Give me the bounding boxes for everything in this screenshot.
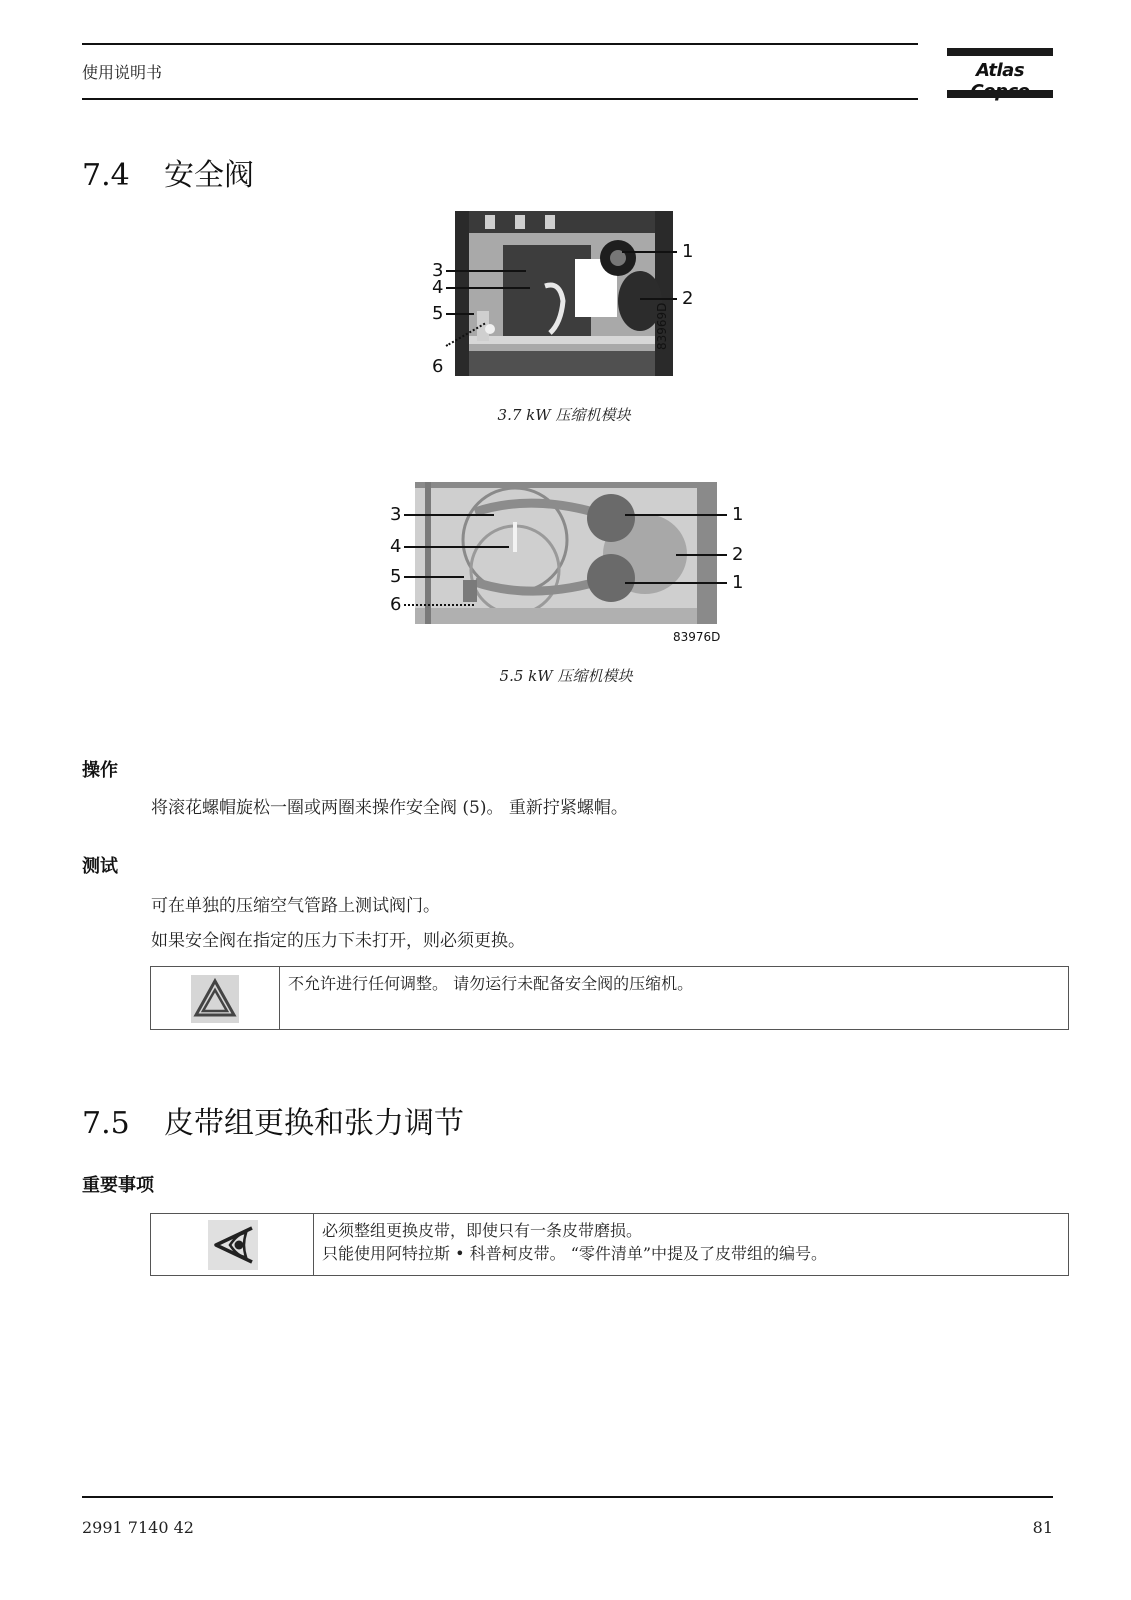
leader-4: [446, 287, 530, 289]
footer-rule: [82, 1496, 1053, 1498]
important-text-line-1: 必须整组更换皮带，即使只有一条皮带磨损。: [322, 1221, 643, 1240]
callout-4: 4: [390, 536, 402, 557]
warning-triangle-icon: [191, 975, 239, 1023]
leader-1-top: [625, 514, 727, 516]
notice-icon-cell: [151, 967, 280, 1029]
figure-photo: [415, 482, 717, 624]
document-number: 2991 7140 42: [82, 1518, 194, 1537]
section-7-4-heading: [82, 150, 254, 194]
section-number: 7.5: [82, 1106, 130, 1141]
leader-2: [640, 298, 677, 300]
figure-code: 83976D: [673, 630, 721, 644]
callout-4: 4: [432, 277, 444, 298]
important-text-line-2: 只能使用阿特拉斯 • 科普柯皮带。 “零件清单”中提及了皮带组的编号。: [322, 1244, 828, 1263]
callout-5: 5: [432, 303, 444, 324]
callout-1: 1: [682, 241, 694, 262]
important-heading: 重要事项: [82, 1175, 154, 1196]
figure-caption: 5.5 kW 压缩机模块: [499, 667, 633, 685]
header-bottom-rule: [82, 98, 918, 100]
section-number: 7.4: [82, 158, 130, 193]
warning-notice-box: [150, 966, 1069, 1030]
document-title: 使用说明书: [82, 63, 163, 82]
operation-text: 将滚花螺帽旋松一圈或两圈来操作安全阀 (5)。 重新拧紧螺帽。: [151, 798, 628, 818]
operation-heading: 操作: [82, 760, 118, 781]
callout-1-bottom: 1: [732, 572, 744, 593]
callout-3: 3: [390, 504, 402, 525]
section-7-5-heading: [82, 1098, 464, 1142]
leader-5: [446, 313, 474, 315]
leader-5: [404, 576, 464, 578]
notice-icon-cell: [151, 1214, 314, 1275]
figure-code: 83969D: [655, 302, 669, 350]
leader-3: [404, 514, 494, 516]
callout-1-top: 1: [732, 504, 744, 525]
figure-photo: [455, 211, 673, 376]
leader-3: [446, 270, 526, 272]
leader-1-bottom: [625, 582, 727, 584]
callout-3: 3: [432, 260, 444, 281]
eye-attention-icon: [208, 1220, 258, 1270]
page-number: 81: [1032, 1518, 1053, 1537]
callout-6: 6: [432, 356, 444, 377]
test-text-line-2: 如果安全阀在指定的压力下未打开，则必须更换。: [151, 931, 525, 951]
callout-6: 6: [390, 594, 402, 615]
figure-caption: 3.7 kW 压缩机模块: [497, 406, 631, 424]
warning-text: 不允许进行任何调整。 请勿运行未配备安全阀的压缩机。: [288, 974, 694, 993]
leader-6-dotted: [404, 604, 474, 606]
section-title: 皮带组更换和张力调节: [164, 1106, 464, 1141]
leader-4: [404, 546, 509, 548]
callout-2: 2: [732, 544, 744, 565]
section-title: 安全阀: [164, 158, 254, 193]
important-notice-box: [150, 1213, 1069, 1276]
header-top-rule: [82, 43, 918, 45]
leader-2: [676, 554, 727, 556]
callout-2: 2: [682, 288, 694, 309]
test-text-line-1: 可在单独的压缩空气管路上测试阀门。: [151, 896, 440, 916]
callout-5: 5: [390, 566, 402, 587]
test-heading: 测试: [82, 856, 118, 877]
leader-1: [622, 251, 677, 253]
